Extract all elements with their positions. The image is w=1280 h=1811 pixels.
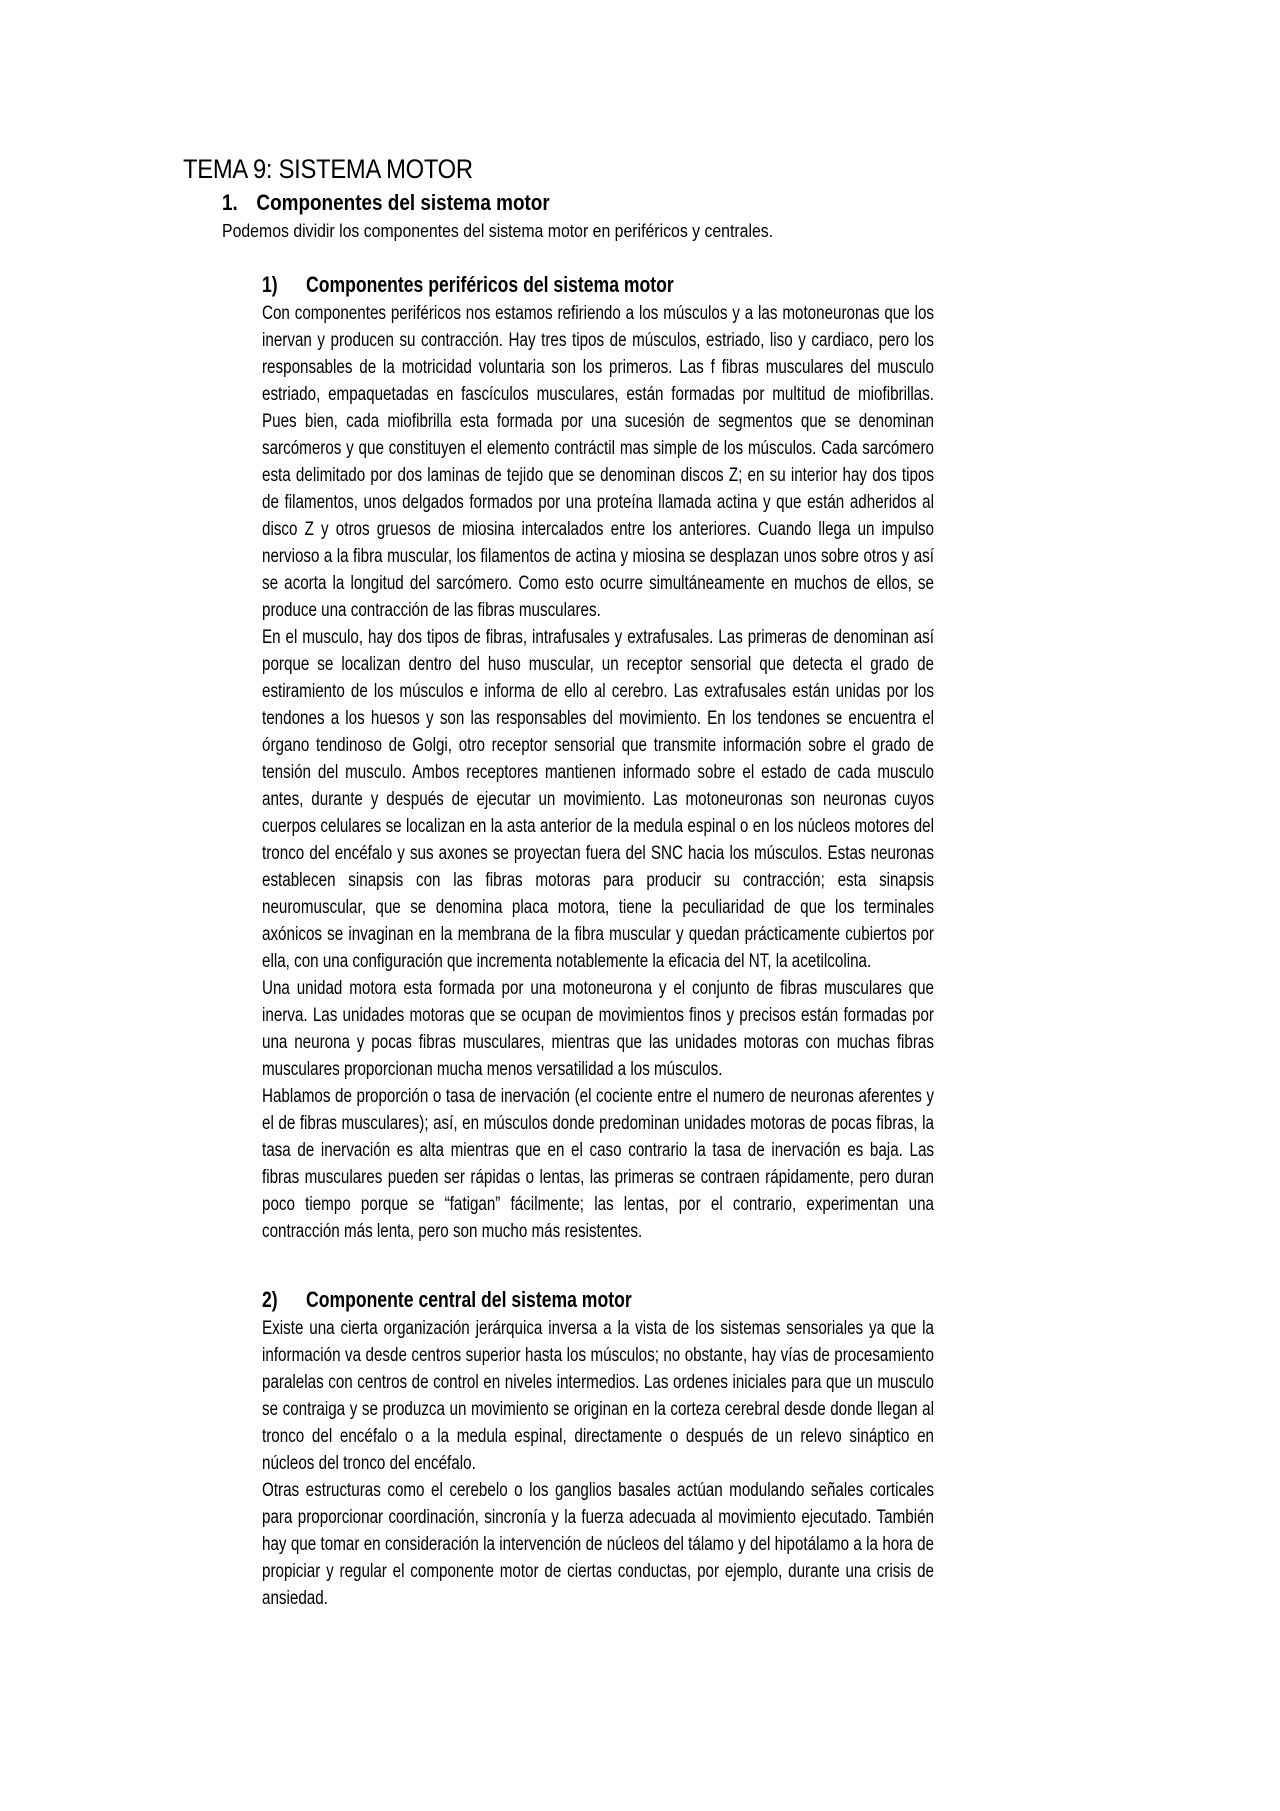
paragraph: Existe una cierta organización jerárquica inversa a la vista de los sistemas sensoriales ya que la información va desde centros superior hasta los músculos; no obstante, hay vías de procesamiento paralelas con centros de control en niveles intermedios. Las ordenes iniciales para que un musculo se contraiga y se produzca un movimiento se originan en la corteza cerebral desde donde llegan al tronco del encéfalo o a la medula espinal, directamente o después de un relevo sináptico en núcleos del tronco del encéfalo. [262, 1318, 934, 1474]
subsection-heading [262, 271, 934, 299]
paragraph: Una unidad motora esta formada por una motoneurona y el conjunto de fibras musculares que inerva. Las unidades motoras que se ocupan de movimientos finos y precisos están formadas por una neurona y pocas fibras musculares, mientras que las unidades motoras con muchas fibras musculares proporcionan mucha menos versatilidad a los músculos. [262, 978, 934, 1080]
paragraph: En el musculo, hay dos tipos de fibras, intrafusales y extrafusales. Las primeras de denominan así porque se localizan dentro del huso muscular, un receptor sensorial que detecta el grado de estiramiento de los músculos e informa de ello al cerebro. Las extrafusales están unidas por los tendones a los huesos y son las responsables del movimiento. En los tendones se encuentra el órgano tendinoso de Golgi, otro receptor sensorial que transmite información sobre el grado de tensión del musculo. Ambos receptores mantienen informado sobre el estado de cada musculo antes, durante y después de ejecutar un movimiento. Las motoneuronas son neuronas cuyos cuerpos celulares se localizan en la asta anterior de la medula espinal o en los núcleos motores del tronco del encéfalo y sus axones se proyectan fuera del SNC hacia los músculos. Estas neuronas establecen sinapsis con las fibras motoras para producir su contracción; esta sinapsis neuromuscular, que se denomina placa motora, tiene la peculiaridad de que los terminales axónicos se invaginan en la membrana de la fibra muscular y quedan prácticamente cubiertos por ella, con una configuración que incrementa notablemente la eficacia del NT, la acetilcolina. [262, 627, 934, 972]
paragraph: Otras estructuras como el cerebelo o los ganglios basales actúan modulando señales corticales para proporcionar coordinación, sincronía y la fuerza adecuada al movimiento ejecutado. También hay que tomar en consideración la intervención de núcleos del tálamo y del hipotálamo a la hora de propiciar y regular el componente motor de ciertas conductas, por ejemplo, durante una crisis de ansiedad. [262, 1480, 934, 1609]
subsection-number: 1) [262, 272, 278, 297]
subsection-heading-text: Componente central del sistema motor [306, 1287, 632, 1312]
subsection-peripheral [262, 271, 934, 1245]
paragraph: Con componentes periféricos nos estamos refiriendo a los músculos y a las motoneuronas que los inervan y producen su contracción. Hay tres tipos de músculos, estriado, liso y cardiaco, pero los responsables de la motricidad voluntaria son los primeros. Las f fibras musculares del musculo estriado, empaquetadas en fascículos musculares, están formadas por multitud de miofibrillas. Pues bien, cada miofibrilla esta formada por una sucesión de segmentos que se denominan sarcómeros y que constituyen el elemento contráctil mas simple de los músculos. Cada sarcómero esta delimitado por dos laminas de tejido que se denominan discos Z; en su interior hay dos tipos de filamentos, unos delgados formados por una proteína llamada actina y que están adheridos al disco Z y otros gruesos de miosina intercalados entre los anteriores. Cuando llega un impulso nervioso a la fibra muscular, los filamentos de actina y miosina se desplazan unos sobre otros y así se acorta la longitud del sarcómero. Como esto ocurre simultáneamente en muchos de ellos, se produce una contracción de las fibras musculares. [262, 303, 934, 621]
paragraph: Hablamos de proporción o tasa de inervación (el cociente entre el numero de neuronas aferentes y el de fibras musculares); así, en músculos donde predominan unidades motoras de pocas fibras, la tasa de inervación es alta mientras que en el caso contrario la tasa de inervación es baja. Las fibras musculares pueden ser rápidas o lentas, las primeras se contraen rápidamente, pero duran poco tiempo porque se “fatigan” fácilmente; las lentas, por el contrario, experimentan una contracción más lenta, pero son mucho más resistentes. [262, 1086, 934, 1242]
subsection-heading [262, 1286, 934, 1314]
subsection-heading-text: Componentes periféricos del sistema motor [306, 272, 674, 297]
document-title: TEMA 9: SISTEMA MOTOR [183, 154, 473, 184]
subsection-number: 2) [262, 1287, 278, 1312]
subsection-central [262, 1286, 934, 1612]
section-heading [222, 189, 550, 217]
section-heading-text: Componentes del sistema motor [256, 190, 550, 215]
section-number: 1. [222, 190, 238, 215]
section-intro: Podemos dividir los componentes del sistema motor en periféricos y centrales. [222, 221, 774, 241]
